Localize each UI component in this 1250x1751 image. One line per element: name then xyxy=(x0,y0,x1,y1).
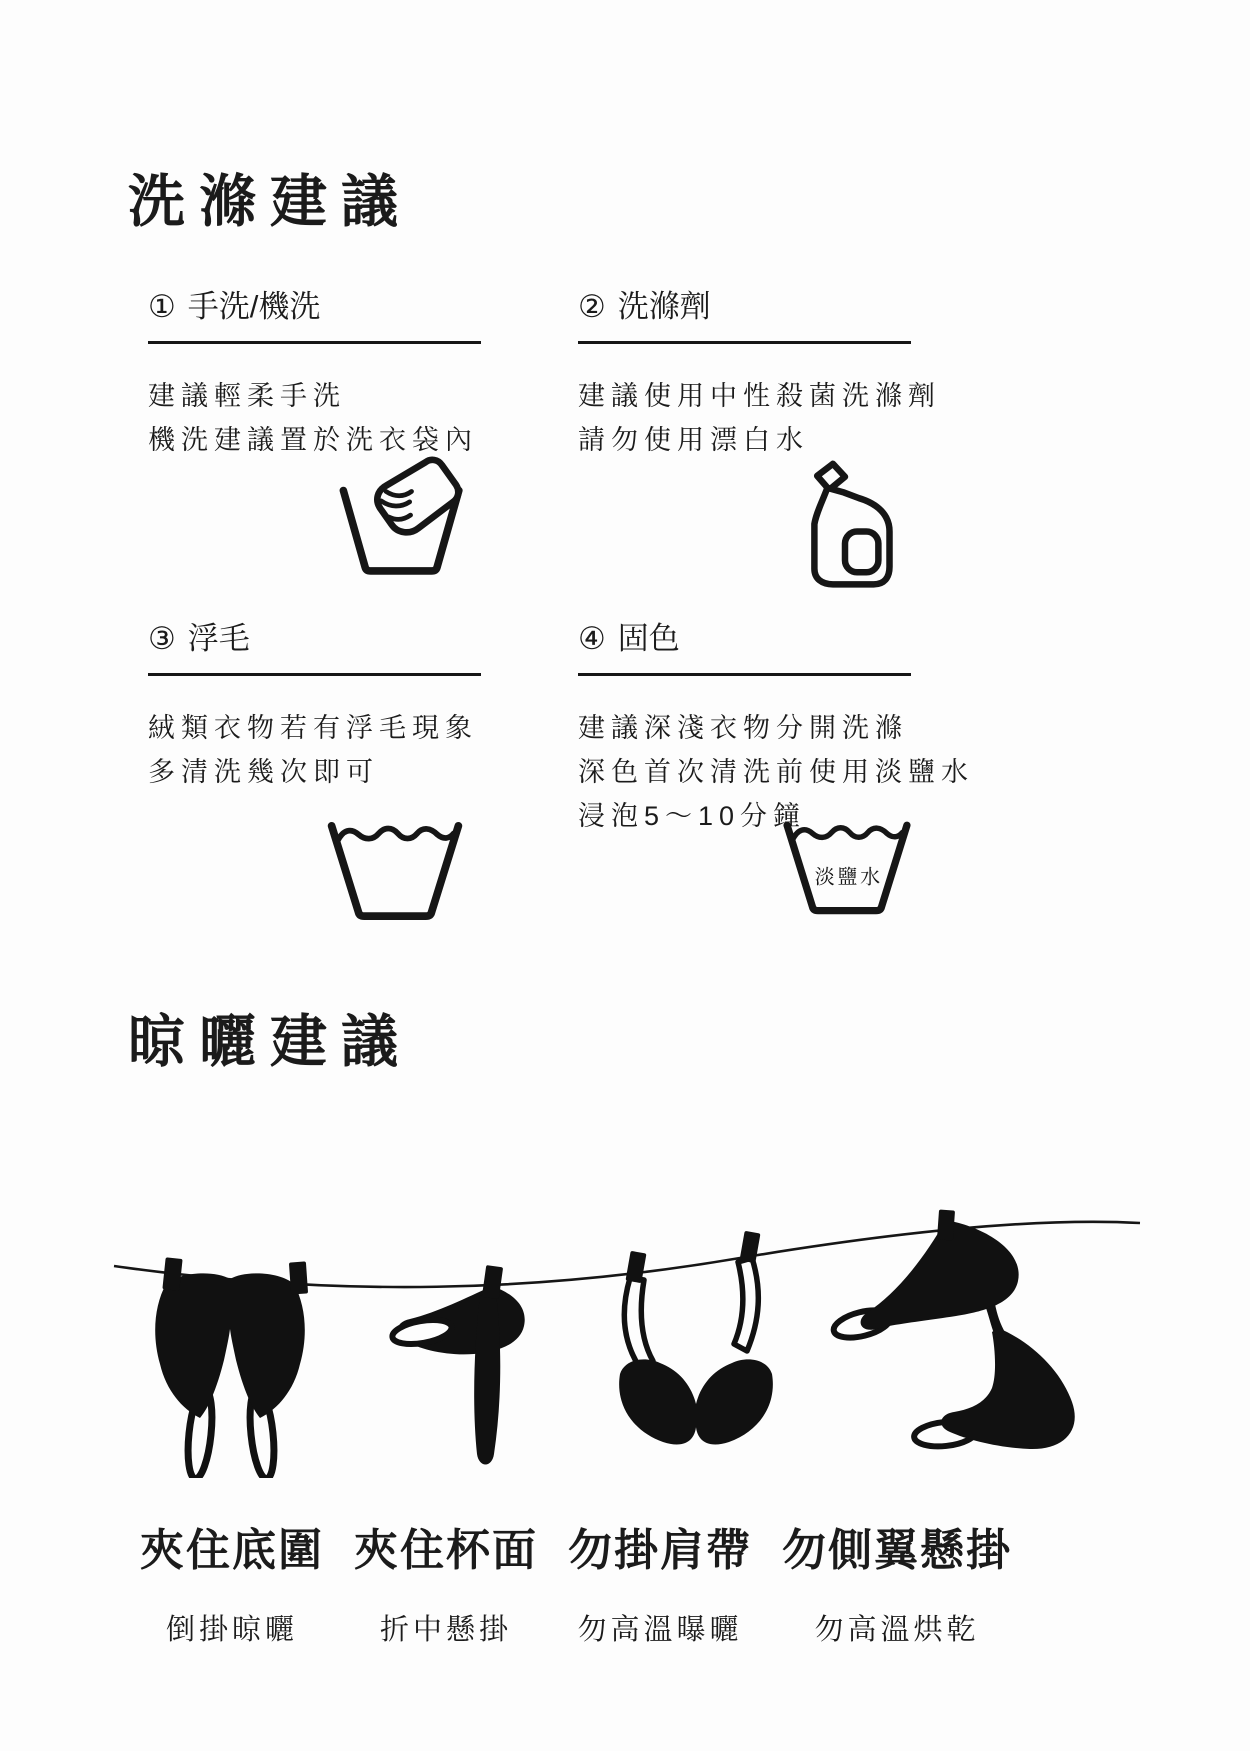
circled-number: ② xyxy=(578,289,606,324)
soak-basin-icon xyxy=(322,816,468,924)
circled-number: ④ xyxy=(578,621,606,656)
dry-section-title: 晾曬建議 xyxy=(128,1010,412,1075)
hand-wash-basin-icon xyxy=(332,456,474,578)
wash-instructions-grid xyxy=(148,288,974,889)
circled-number: ① xyxy=(148,289,176,324)
body-line: 浸泡5～10分鐘 xyxy=(578,801,807,832)
heading-text: 固色 xyxy=(617,621,680,656)
bra-upside-down xyxy=(155,1257,308,1478)
method-no-wing xyxy=(782,1526,1012,1648)
heading-underline xyxy=(578,673,911,676)
clothesline-illustration xyxy=(100,1116,1150,1478)
body-line: 絨類衣物若有浮毛現象 xyxy=(148,713,478,744)
drying-methods-row xyxy=(140,1526,1012,1648)
body-line: 多清洗幾次即可 xyxy=(148,757,379,788)
method-clip-band xyxy=(140,1526,324,1648)
wash-item-lint xyxy=(148,620,578,838)
heading-underline xyxy=(578,341,911,344)
bra-hung-by-straps xyxy=(619,1231,773,1445)
wash-item-heading xyxy=(148,288,578,325)
body-line: 機洗建議置於洗衣袋內 xyxy=(148,425,478,456)
method-no-straps xyxy=(568,1526,752,1648)
wash-item-heading xyxy=(148,620,578,657)
method-sub-label: 勿高溫烘乾 xyxy=(814,1613,980,1646)
salt-water-basin-icon xyxy=(778,816,916,918)
method-label: 夾住杯面 xyxy=(354,1526,538,1575)
body-line: 建議輕柔手洗 xyxy=(148,381,346,412)
wash-item-body xyxy=(578,374,960,462)
body-line: 建議使用中性殺菌洗滌劑 xyxy=(578,381,941,412)
wash-item-detergent xyxy=(578,288,960,584)
body-line: 建議深淺衣物分開洗滌 xyxy=(578,713,908,744)
bra-hung-by-wing xyxy=(831,1209,1075,1449)
wash-item-color-fix xyxy=(578,620,974,889)
method-label: 勿側翼懸掛 xyxy=(782,1526,1012,1575)
method-sub-label: 倒掛晾曬 xyxy=(165,1613,298,1646)
heading-text: 洗滌劑 xyxy=(617,289,711,324)
method-label: 勿掛肩帶 xyxy=(568,1526,752,1575)
wash-item-body xyxy=(148,706,578,794)
heading-underline xyxy=(148,673,481,676)
wash-section-title: 洗滌建議 xyxy=(128,170,412,235)
heading-text: 浮毛 xyxy=(187,621,250,656)
heading-underline xyxy=(148,341,481,344)
wash-item-hand-machine-wash xyxy=(148,288,578,584)
method-sub-label: 折中懸掛 xyxy=(379,1613,512,1646)
body-line: 深色首次清洗前使用淡鹽水 xyxy=(578,757,974,788)
salt-water-label: 淡鹽水 xyxy=(814,866,883,889)
method-sub-label: 勿高溫曝曬 xyxy=(577,1613,743,1646)
bra-folded xyxy=(391,1265,525,1464)
detergent-bottle-icon xyxy=(794,460,896,590)
wash-item-heading xyxy=(578,620,960,657)
wash-item-heading xyxy=(578,288,960,325)
heading-text: 手洗/機洗 xyxy=(187,289,321,324)
method-label: 夾住底圍 xyxy=(140,1526,324,1575)
method-clip-cup xyxy=(354,1526,538,1648)
body-line: 請勿使用漂白水 xyxy=(578,425,809,456)
circled-number: ③ xyxy=(148,621,176,656)
wash-item-body xyxy=(148,374,578,462)
